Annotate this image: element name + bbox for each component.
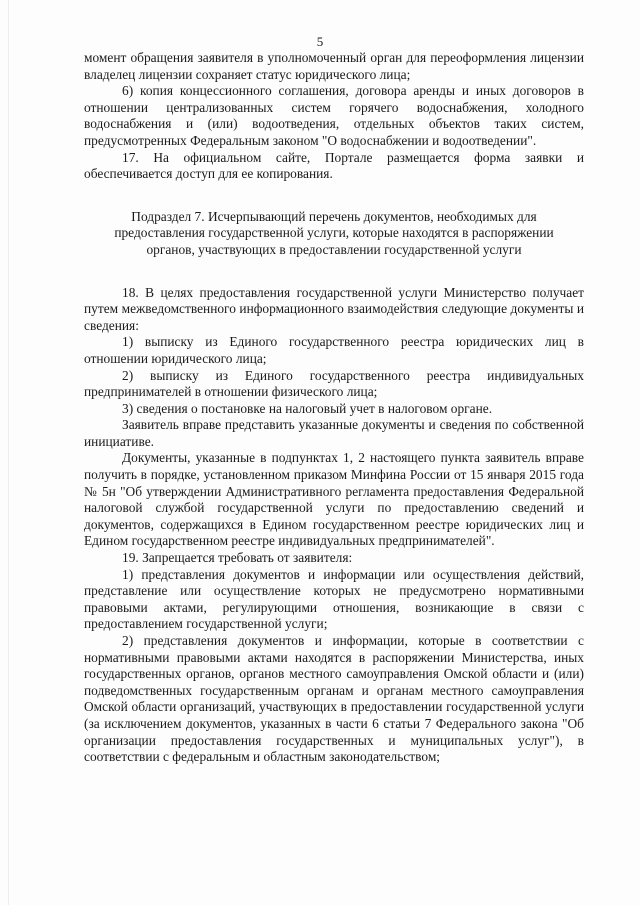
paragraph-17: 17. На официальном сайте, Портале размещается форма заявки и обеспечивается доступ для ее копирования.	[84, 149, 584, 182]
paragraph-documents-order: Документы, указанные в подпунктах 1, 2 настоящего пункта заявитель вправе получить в порядке, установленном приказом Минфина России от 15 января 2015 года № 5н "Об утверждении Административного регламента предоставления Федеральной налоговой службой государственной услуги по предоставлению сведений и документов, содержащихся в Едином государственном реестре юридических лиц и Едином государственном реестре индивидуальных предпринимателей".	[84, 450, 584, 549]
scan-edge	[8, 0, 9, 905]
paragraph-applicant-right: Заявитель вправе представить указанные документы и сведения по собственной инициативе.	[84, 417, 584, 449]
spacer	[84, 183, 584, 209]
paragraph-19-item-2: 2) представления документов и информации, которые в соответствии с нормативными правовыми актами находятся в распоряжении Министерства, иных государственных органов, органов местного самоуправления Омской области и (или) подведомственных государственным органам и органам местного самоуправления Омской области организаций, участвующих в предоставлении государственной услуги (за исключением документов, указанных в части 6 статьи 7 Федерального закона "Об организации предоставления государственных и муниципальных услуг"), в соответствии с федеральным и областным законодательством;	[84, 633, 584, 765]
paragraph-18: 18. В целях предоставления государственной услуги Министерство получает путем межведомственного информационного взаимодействия следующие документы и сведения:	[84, 284, 584, 333]
paragraph-18-item-3: 3) сведения о постановке на налоговый учет в налоговом органе.	[122, 400, 493, 416]
spacer	[84, 259, 584, 285]
document-body	[84, 50, 584, 766]
paragraph-19: 19. Запрещается требовать от заявителя:	[122, 550, 353, 566]
paragraph-item-6: 6) копия концессионного соглашения, договора аренды и иных договоров в отношении централизованных систем горячего водоснабжения, холодного водоснабжения и (или) водоотведения, отдельных объектов таких систем, предусмотренных Федеральным законом "О водоснабжении и водоотведении".	[84, 83, 584, 148]
paragraph-18-item-1: 1) выписку из Единого государственного реестра юридических лиц в отношении юридического лица;	[84, 334, 584, 366]
paragraph-19-item-1: 1) представления документов и информации или осуществления действий, представление или осуществление которых не предусмотрено нормативными правовыми актами, регулирующими отношения, возникающие в связи с предоставлением государственной услуги;	[84, 566, 584, 632]
paragraph-continuation: момент обращения заявителя в уполномоченный орган для переоформления лицензии владелец лицензии сохраняет статус юридического лица;	[84, 50, 584, 82]
subsection-heading: Подраздел 7. Исчерпывающий перечень документов, необходимых для предоставления государственной услуги, которые находятся в распоряжении органов, участвующих в предоставлении государственной услуги	[114, 208, 554, 257]
paragraph-18-item-2: 2) выписку из Единого государственного реестра индивидуальных предпринимателей в отношении физического лица;	[84, 367, 584, 400]
page-number: 5	[316, 34, 324, 49]
